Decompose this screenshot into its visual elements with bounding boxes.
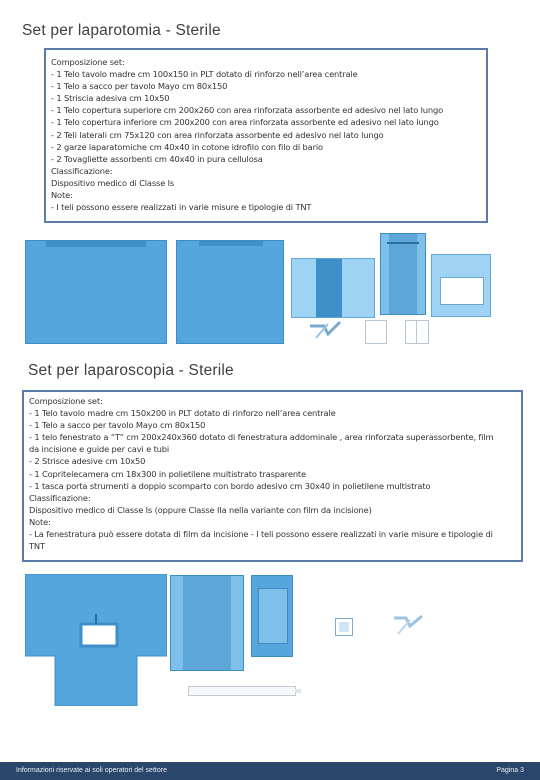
section1-line: - 2 Tovagliette assorbenti cm 40x40 in pura cellulosa	[51, 153, 263, 164]
section1-line: Classificazione:	[51, 165, 113, 176]
section2-line: - 1 Telo tavolo madre cm 150x200 in PLT dotato di rinforzo nell’area centrale	[29, 408, 336, 419]
section1-line: - 1 Striscia adesiva cm 10x50	[51, 93, 170, 104]
section1-line: - 2 Teli laterali cm 75x120 con area rinforzata assorbente ed adesivo nel lato lungo	[51, 129, 384, 140]
section2-description-box	[22, 390, 523, 562]
section1-line: - 2 garze laparatomiche cm 40x40 in cotone idrofilo con filo di bario	[51, 141, 323, 152]
section2-line: TNT	[29, 541, 45, 552]
section2-line: - 1 Telo a sacco per tavolo Mayo cm 80x150	[29, 420, 206, 431]
section2-line: - 1 tasca porta strumenti a doppio scomparto con bordo adesivo cm 30x40 in polietilene multistrato	[29, 480, 431, 491]
section2-line: Dispositivo medico di Classe Is (oppure Classe IIa nella variante con film da incisione)	[29, 504, 372, 515]
section1-line: - I teli possono essere realizzati in varie misure e tipologie di TNT	[51, 202, 312, 213]
footer-disclaimer: Informazioni riservate ai soli operatori del settore	[16, 767, 167, 774]
section1-line: - 1 Telo tavolo madre cm 100x150 in PLT dotato di rinforzo nell’area centrale	[51, 69, 358, 80]
camera-sleeve-image	[188, 686, 296, 696]
t-fenestrated-drape-image	[25, 574, 167, 706]
gauze-image	[365, 320, 387, 344]
mayo-table-drape-image	[170, 575, 244, 671]
page-footer	[0, 762, 540, 780]
section1-line: - 1 Telo a sacco per tavolo Mayo cm 80x150	[51, 81, 228, 92]
mayo-cover-image	[176, 240, 284, 344]
absorbent-pad-image	[405, 320, 429, 344]
section1-line: - 1 Telo copertura superiore cm 200x260 con area rinforzata assorbente ed adesivo nel lato lungo	[51, 105, 444, 116]
section1-line: Dispositivo medico di Classe Is	[51, 177, 175, 188]
table-drape-image	[25, 240, 167, 344]
section2-line: - 1 telo fenestrato a “T” cm 200x240x360 dotato di fenestratura addominale , area rinforzata superassorbente, film	[29, 432, 494, 443]
section1-line: Composizione set:	[51, 57, 125, 67]
section1-line: - 1 Telo copertura inferiore cm 200x200 con area rinforzata assorbente ed adesivo nel lato lungo	[51, 117, 439, 128]
page-number: Pagina 3	[496, 767, 524, 774]
bottom-drape-image	[431, 254, 491, 317]
section2-line: - 2 Strisce adesive cm 10x50	[29, 456, 146, 467]
drape-folded-image	[291, 258, 375, 318]
adhesive-strip-icon	[306, 318, 350, 344]
side-drape-image	[380, 233, 426, 315]
section2-line: da incisione e guide per cavi e tubi	[29, 444, 170, 455]
section1-description-box	[44, 48, 488, 223]
section2-line: - 1 Copritelecamera cm 18x300 in polietilene multistrato trasparente	[29, 468, 306, 479]
section1-line: Note:	[51, 190, 73, 201]
section1-title: Set per laparotomia - Sterile	[22, 22, 221, 39]
adhesive-strip-box-image	[335, 618, 353, 636]
instrument-pouch-image	[251, 575, 293, 657]
section2-title: Set per laparoscopia - Sterile	[28, 362, 234, 379]
camera-cover-icon	[390, 612, 430, 640]
section2-line: Composizione set:	[29, 396, 103, 406]
section2-line: Note:	[29, 516, 51, 527]
section2-line: Classificazione:	[29, 492, 91, 503]
section2-line: - La fenestratura può essere dotata di film da incisione - I teli possono essere realizzati in varie misure e tipologie di	[29, 529, 493, 540]
